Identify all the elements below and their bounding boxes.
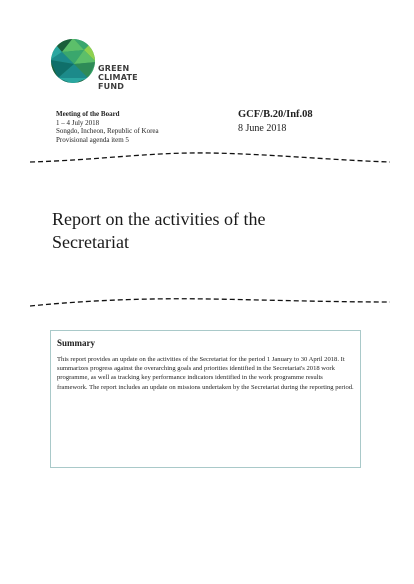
wavy-divider-bottom: [30, 296, 390, 312]
title-line-1: Report on the activities of the: [52, 209, 266, 229]
logo-word-green: GREEN: [98, 64, 130, 73]
logo-word-climate: CLIMATE: [98, 73, 138, 82]
wavy-divider-top: [30, 150, 390, 166]
meeting-location: Songdo, Incheon, Republic of Korea: [56, 127, 159, 135]
meeting-info: [56, 110, 159, 144]
document-reference: [238, 108, 313, 136]
globe-logo-icon: [50, 38, 96, 84]
meeting-dates: 1 – 4 July 2018: [56, 118, 100, 127]
gcf-logo: [50, 38, 180, 98]
meeting-agenda-item: Provisional agenda item 5: [56, 135, 129, 144]
title-line-2: Secretariat: [52, 232, 129, 252]
summary-box: [50, 330, 361, 468]
logo-wordmark: [98, 64, 138, 91]
document-title: [52, 208, 372, 254]
summary-heading: Summary: [57, 338, 95, 348]
document-code: GCF/B.20/Inf.08: [238, 109, 313, 120]
meeting-title: Meeting of the Board: [56, 110, 120, 118]
document-date: 8 June 2018: [238, 123, 287, 134]
logo-word-fund: FUND: [98, 82, 125, 91]
summary-text: This report provides an update on the activities of the Secretariat for the period 1 January to 30 April 2018. It summarizes progress against the overarching goals and priorities identified in the Secretariat's 2018 work programme, as well as tracking key performance indicators identified in the work programme results framework. The report includes an update on missions undertaken by the Secretariat during the reporting period.: [57, 356, 354, 391]
